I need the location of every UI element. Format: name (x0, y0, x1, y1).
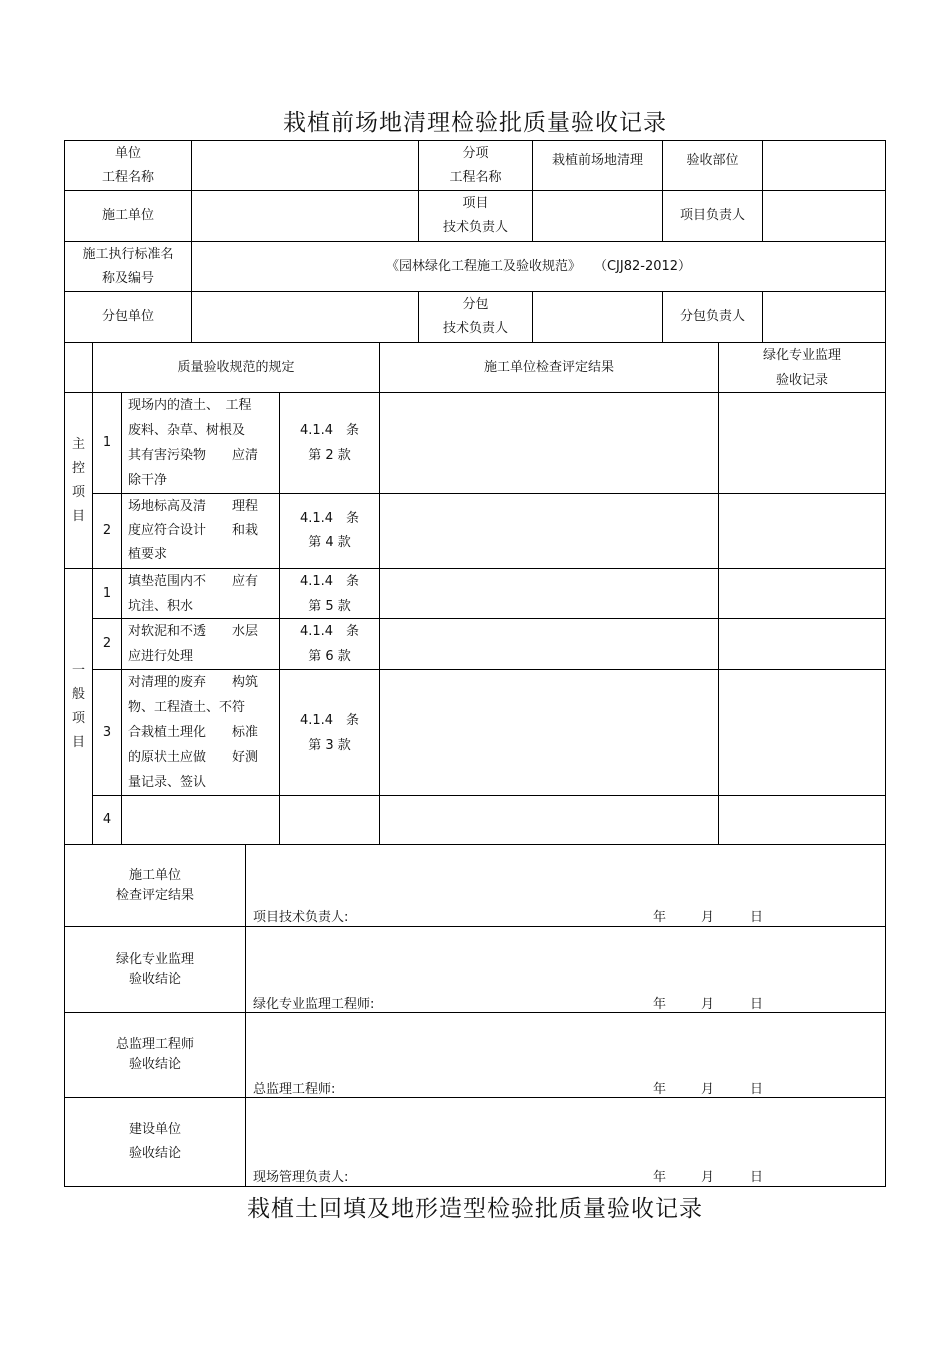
unit-project-name-label: 单位 工程名称 (64, 140, 192, 191)
general-item-clause: 4.1.4 条 第 6 款 (279, 618, 380, 670)
main-items-label: 主 控 项 目 (64, 392, 93, 569)
date-day: 日 (750, 1082, 764, 1097)
main-item-no: 1 (92, 392, 122, 494)
construction-check-label: 施工单位 检查评定结果 (64, 844, 246, 927)
owner-conclusion-label: 建设单位 验收结论 (64, 1097, 246, 1187)
project-tech-lead-label: 项目 技术负责人 (418, 190, 533, 242)
sub-project-name-label: 分项 工程名称 (418, 140, 533, 191)
general-item-clause: 4.1.4 条 第 5 款 (279, 568, 380, 619)
supervision-column-header: 绿化专业监理 验收记录 (718, 342, 886, 393)
owner-signer: 现场管理负责人: (253, 1170, 349, 1185)
next-section-title: 栽植土回填及地形造型检验批质量验收记录 (247, 1196, 703, 1222)
chief-supervisor-signer: 总监理工程师: (253, 1082, 336, 1097)
subcontract-unit-label: 分包单位 (64, 291, 192, 343)
general-item-clause: 4.1.4 条 第 3 款 (279, 669, 380, 796)
subcontract-unit-field[interactable] (191, 291, 419, 343)
project-lead-field[interactable] (762, 190, 886, 242)
date-year: 年 (653, 1082, 667, 1097)
unit-project-name-field[interactable] (191, 140, 419, 191)
acceptance-part-field[interactable] (762, 140, 886, 191)
date-month: 月 (701, 910, 715, 925)
date-day: 日 (750, 910, 764, 925)
chief-supervisor-conclusion-label: 总监理工程师 验收结论 (64, 1012, 246, 1098)
project-tech-lead-field[interactable] (532, 190, 663, 242)
main-item-no: 2 (92, 493, 122, 569)
construction-signer: 项目技术负责人: (253, 910, 349, 925)
general-items-label: 一 般 项 目 (64, 568, 93, 845)
chief-supervisor-conclusion-field[interactable] (245, 1012, 886, 1098)
main-item-text: 现场内的渣土、 工程 废料、杂草、树根及 其有害污染物 应清 除干净 (121, 392, 280, 494)
project-lead-label: 项目负责人 (662, 190, 763, 242)
main-item-clause: 4.1.4 条 第 2 款 (279, 392, 380, 494)
subcontract-tech-lead-field[interactable] (532, 291, 663, 343)
blank-corner (64, 342, 93, 393)
general-item-result[interactable] (379, 669, 719, 796)
main-item-result[interactable] (379, 392, 719, 494)
date-month: 月 (701, 997, 715, 1012)
sub-project-name-value: 栽植前场地清理 (532, 140, 663, 191)
date-month: 月 (701, 1170, 715, 1185)
main-item-text: 场地标高及清 理程 度应符合设计 和栽 植要求 (121, 493, 280, 569)
general-item-no: 3 (92, 669, 122, 796)
general-item-no: 1 (92, 568, 122, 619)
general-item-no: 4 (92, 795, 122, 845)
supervision-conclusion-label: 绿化专业监理 验收结论 (64, 926, 246, 1013)
general-item-result[interactable] (379, 795, 719, 845)
general-item-text: 填垫范围内不 应有 坑洼、积水 (121, 568, 280, 619)
general-item-result[interactable] (379, 568, 719, 619)
general-item-supervision[interactable] (718, 795, 886, 845)
general-item-supervision[interactable] (718, 618, 886, 670)
date-year: 年 (653, 910, 667, 925)
standard-value: 《园林绿化工程施工及验收规范》 （CJJ82-2012） (191, 241, 886, 292)
page-title: 栽植前场地清理检验批质量验收记录 (283, 110, 667, 136)
general-item-no: 2 (92, 618, 122, 670)
general-item-text[interactable] (121, 795, 280, 845)
main-item-result[interactable] (379, 493, 719, 569)
subcontract-lead-field[interactable] (762, 291, 886, 343)
general-item-text: 对清理的废弃 构筑 物、工程渣土、不符 合栽植土理化 标准 的原状土应做 好测 量记录、签认 (121, 669, 280, 796)
supervision-signer: 绿化专业监理工程师: (253, 997, 375, 1012)
general-item-text: 对软泥和不透 水层 应进行处理 (121, 618, 280, 670)
spec-column-header: 质量验收规范的规定 (92, 342, 380, 393)
main-item-supervision[interactable] (718, 493, 886, 569)
date-year: 年 (653, 1170, 667, 1185)
subcontract-lead-label: 分包负责人 (662, 291, 763, 343)
main-item-supervision[interactable] (718, 392, 886, 494)
construction-unit-label: 施工单位 (64, 190, 192, 242)
general-item-supervision[interactable] (718, 568, 886, 619)
date-month: 月 (701, 1082, 715, 1097)
date-day: 日 (750, 1170, 764, 1185)
general-item-result[interactable] (379, 618, 719, 670)
general-item-clause[interactable] (279, 795, 380, 845)
acceptance-part-label: 验收部位 (662, 140, 763, 191)
construction-unit-field[interactable] (191, 190, 419, 242)
result-column-header: 施工单位检查评定结果 (379, 342, 719, 393)
date-year: 年 (653, 997, 667, 1012)
date-day: 日 (750, 997, 764, 1012)
standard-label: 施工执行标准名 称及编号 (64, 241, 192, 292)
main-item-clause: 4.1.4 条 第 4 款 (279, 493, 380, 569)
subcontract-tech-lead-label: 分包 技术负责人 (418, 291, 533, 343)
general-item-supervision[interactable] (718, 669, 886, 796)
